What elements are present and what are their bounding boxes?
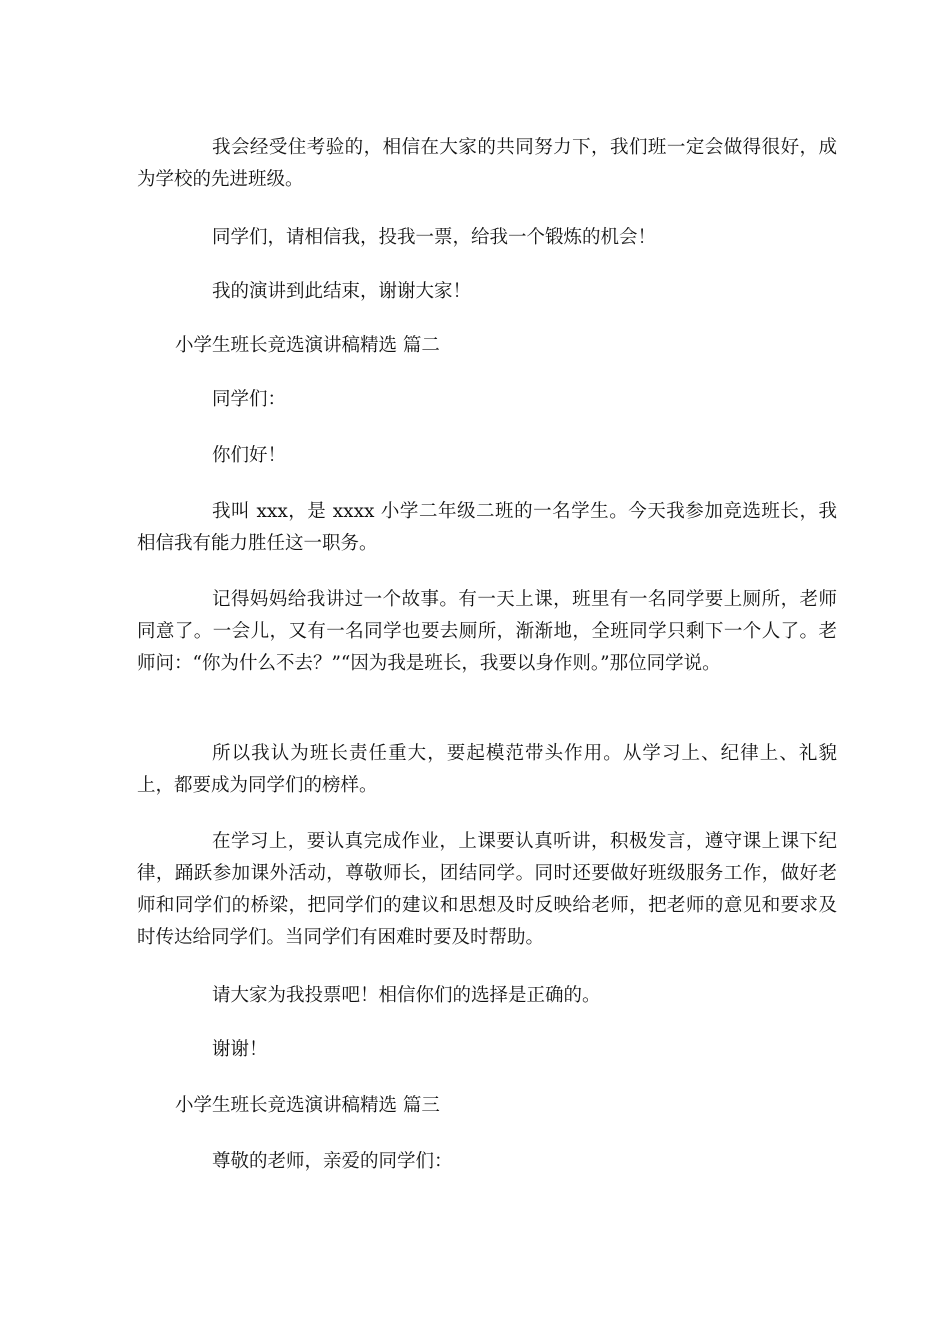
paragraph-thanks: 谢谢！ [212, 1039, 268, 1060]
paragraph-story: 记得妈妈给我讲过一个故事。有一天上课，班里有一名同学要上厕所，老师同意了。一会儿，又有一名同学也要去厕所，渐渐地，全班同学只剩下一个人了。老师问：“你为什么不去？”“因为我是班长，我要以身作则。”那位同学说。 [137, 589, 837, 674]
paragraph-responsibility: 所以我认为班长责任重大，要起模范带头作用。从学习上、纪律上、礼貌上，都要成为同学们的榜样。 [137, 743, 837, 796]
paragraph-greeting: 你们好！ [212, 445, 287, 466]
paragraph-vote-appeal: 同学们，请相信我，投我一票，给我一个锻炼的机会！ [212, 227, 657, 248]
paragraph-salutation: 同学们： [212, 389, 287, 410]
paragraph-introduction: 我叫 xxx，是 xxxx 小学二年级二班的一名学生。今天我参加竞选班长，我相信我有能力胜任这一职务。 [137, 501, 837, 554]
paragraph-conclusion: 我会经受住考验的，相信在大家的共同努力下，我们班一定会做得很好，成为学校的先进班级。 [137, 137, 837, 190]
section-heading-part-two: 小学生班长竞选演讲稿精选 篇二 [175, 335, 440, 356]
section-heading-part-three: 小学生班长竞选演讲稿精选 篇三 [175, 1095, 440, 1116]
paragraph-vote-request: 请大家为我投票吧！相信你们的选择是正确的。 [212, 985, 601, 1006]
paragraph-closing: 我的演讲到此结束，谢谢大家！ [212, 281, 472, 302]
paragraph-address: 尊敬的老师，亲爱的同学们： [212, 1151, 453, 1172]
paragraph-study-plan: 在学习上，要认真完成作业，上课要认真听讲，积极发言，遵守课上课下纪律，踊跃参加课外活动，尊敬师长，团结同学。同时还要做好班级服务工作，做好老师和同学们的桥梁，把同学们的建议和思想及时反映给老师，把老师的意见和要求及时传达给同学们。当同学们有困难时要及时帮助。 [137, 831, 837, 948]
